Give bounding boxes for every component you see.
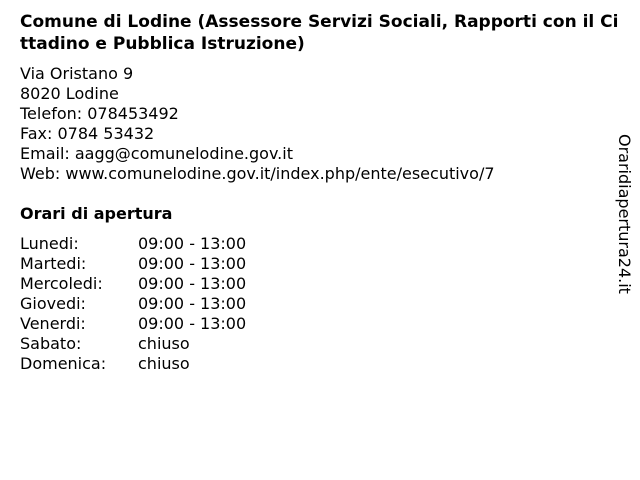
time-value: 09:00 - 13:00 xyxy=(138,314,247,333)
address-line: Via Oristano 9 xyxy=(20,64,134,83)
web-line: Web: www.comunelodine.gov.it/index.php/ente/esecutivo/7 xyxy=(20,164,495,183)
time-value: 09:00 - 13:00 xyxy=(138,274,247,293)
day-label: Martedi: xyxy=(20,254,87,273)
day-label: Lunedi: xyxy=(20,234,79,253)
fax-line: Fax: 0784 53432 xyxy=(20,124,155,143)
day-label: Mercoledi: xyxy=(20,274,103,293)
contact-info xyxy=(20,64,495,184)
opening-hours-heading: Orari di apertura xyxy=(20,204,173,223)
day-label: Domenica: xyxy=(20,354,107,373)
time-value: chiuso xyxy=(138,354,190,373)
time-value: 09:00 - 13:00 xyxy=(138,294,247,313)
day-label: Giovedi: xyxy=(20,294,86,313)
time-value: 09:00 - 13:00 xyxy=(138,234,247,253)
time-value: chiuso xyxy=(138,334,190,353)
page-title: Comune di Lodine (Assessore Servizi Sociali, Rapporti con il Cittadino e Pubblica Istruzione) xyxy=(20,12,619,54)
email-line: Email: aagg@comunelodine.gov.it xyxy=(20,144,293,163)
day-label: Sabato: xyxy=(20,334,82,353)
city-line: 8020 Lodine xyxy=(20,84,119,103)
time-value: 09:00 - 13:00 xyxy=(138,254,247,273)
site-watermark: Oraridiapertura24.it xyxy=(615,134,634,294)
phone-line: Telefon: 078453492 xyxy=(20,104,179,123)
day-label: Venerdi: xyxy=(20,314,86,333)
